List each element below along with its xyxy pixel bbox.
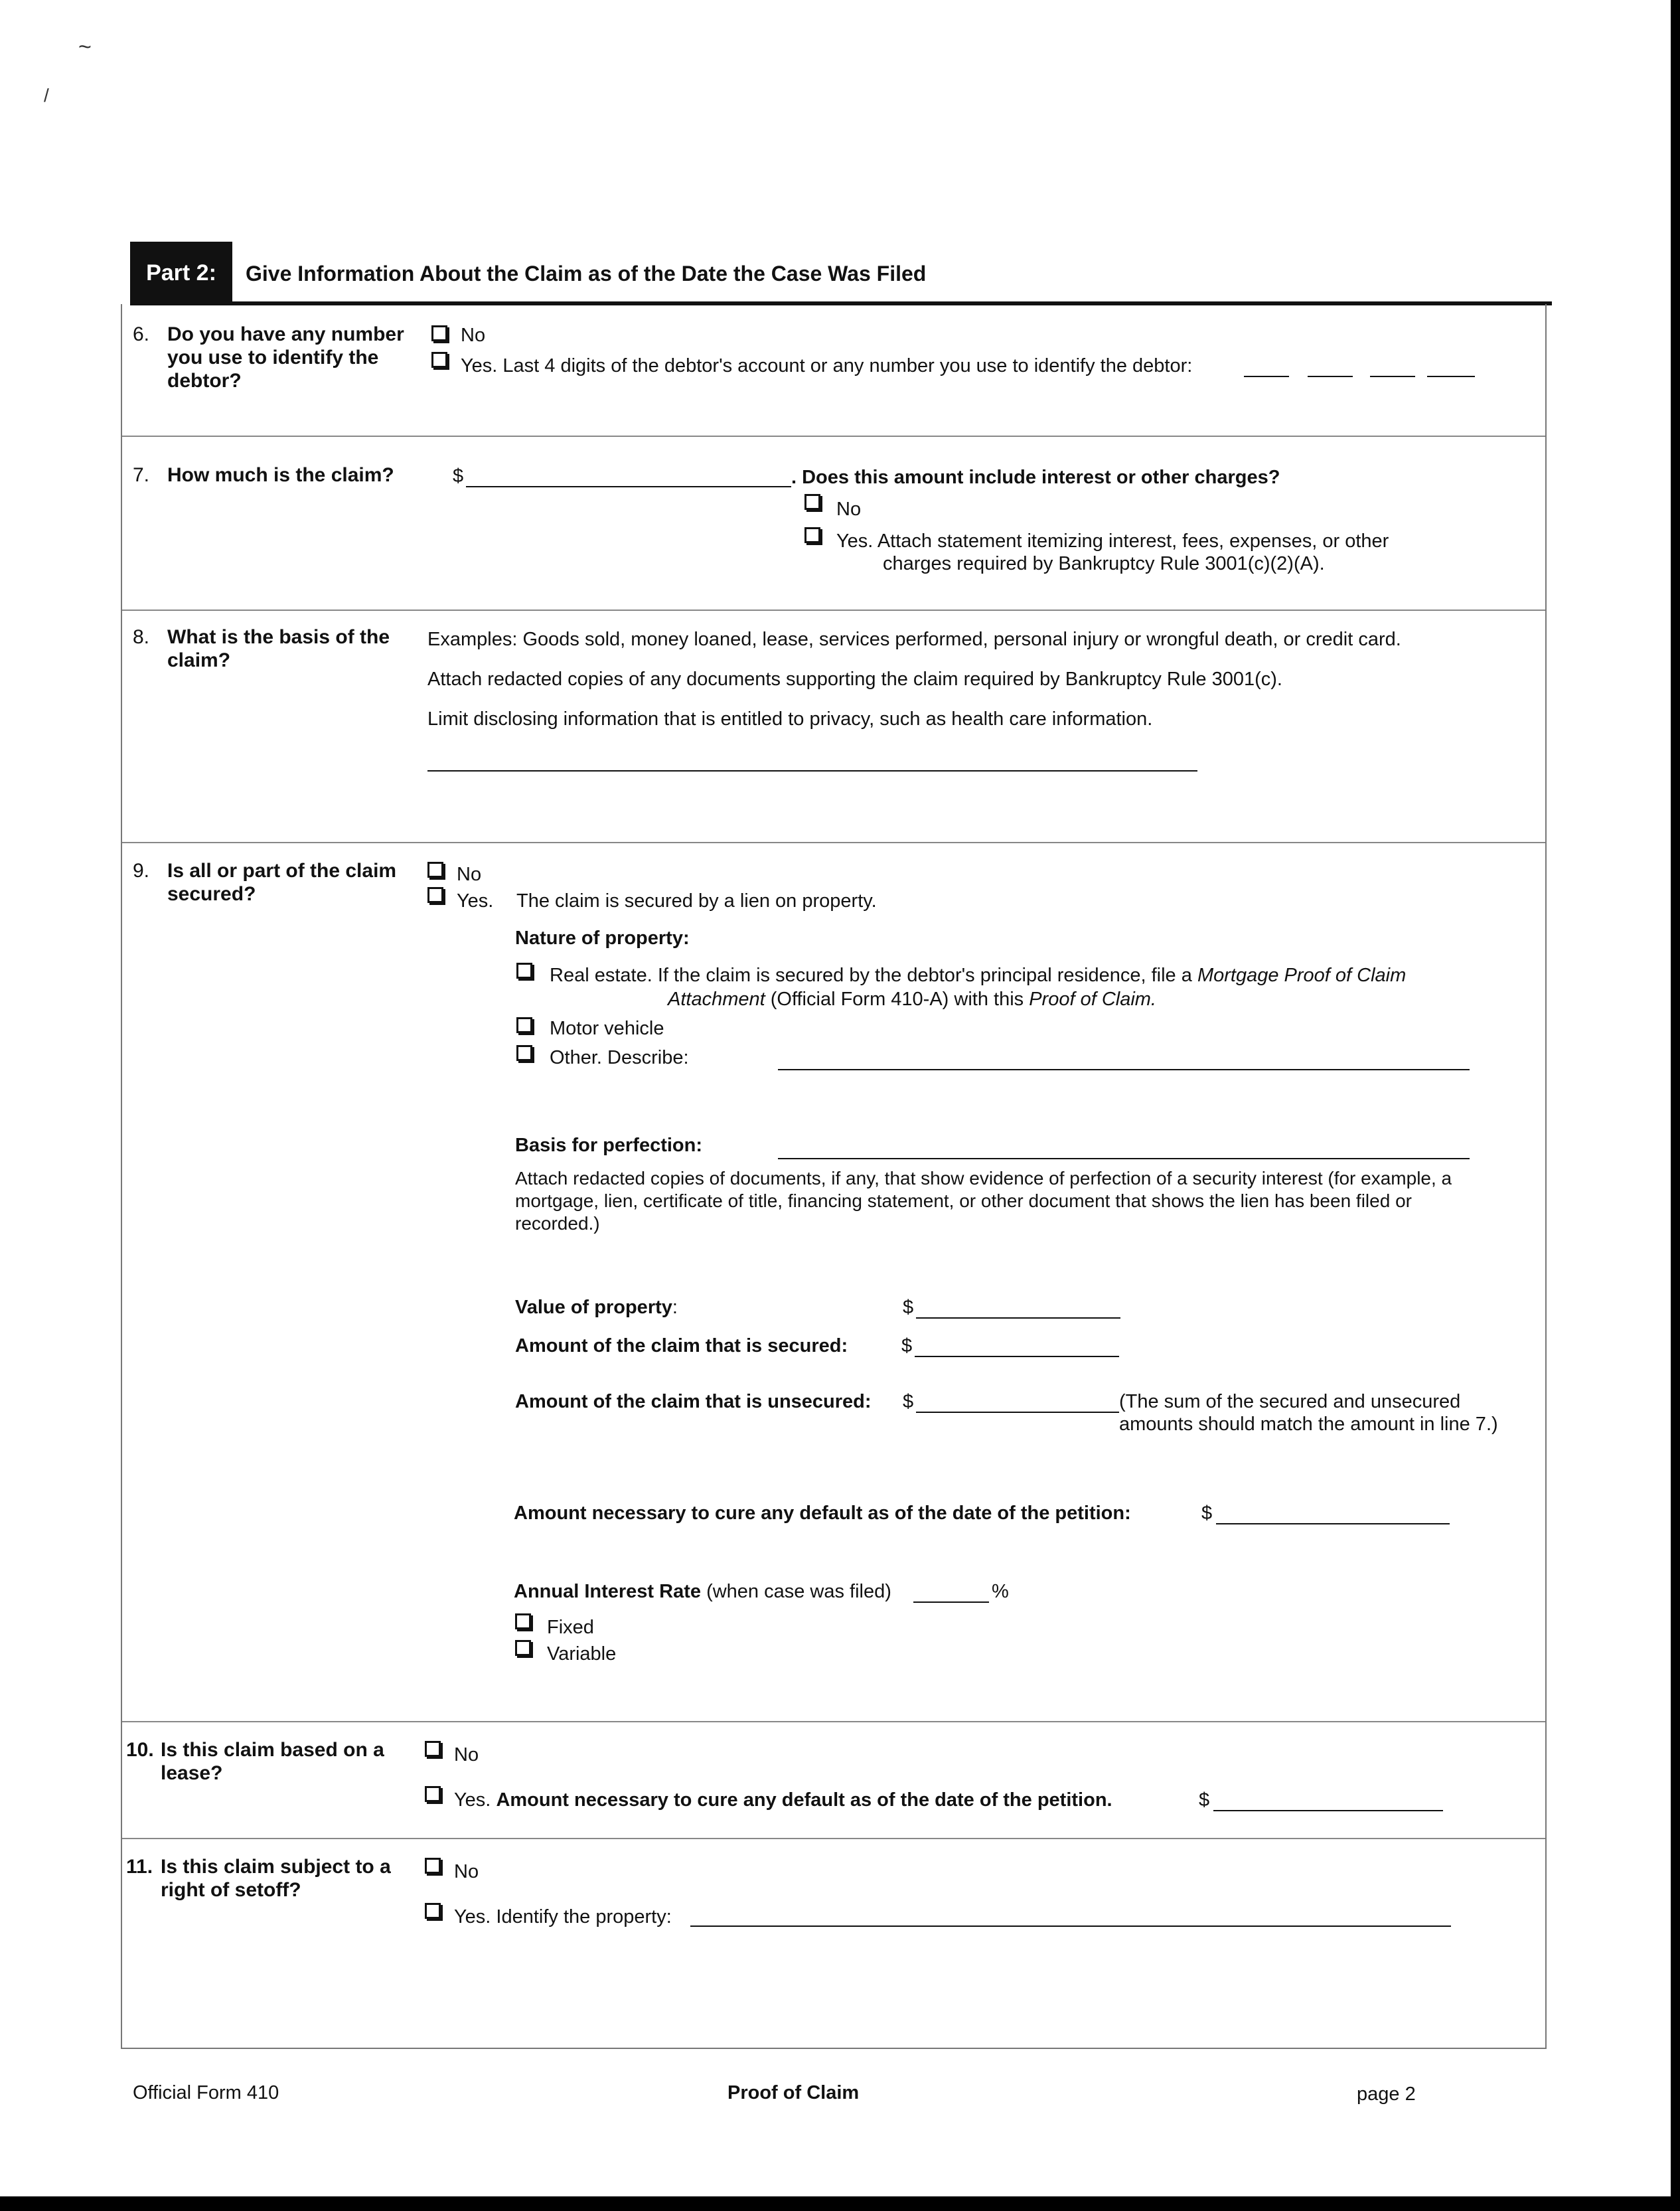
proof-of-claim-ref: Proof of Claim. (1029, 989, 1156, 1010)
nature-of-property-label: Nature of property: (515, 928, 690, 949)
q6-yes-label: Yes. Last 4 digits of the debtor's account or any number you use to identify the debtor: (461, 355, 1193, 376)
question-7-section (122, 437, 1545, 611)
real-estate-label-cont (668, 988, 1156, 1011)
part-label: Part 2: (130, 242, 232, 304)
q6-digit-field-4[interactable] (1427, 376, 1475, 377)
q10-yes-word: Yes. (454, 1789, 491, 1811)
part-2-header (130, 242, 1552, 304)
q11-no-label: No (454, 1861, 479, 1882)
unsecured-dollar-sign: $ (903, 1391, 914, 1412)
question-number: 7. (133, 464, 150, 486)
q7-no-label: No (836, 499, 862, 520)
scan-artifact-mark: / (44, 85, 49, 106)
q6-digit-field-1[interactable] (1244, 376, 1289, 377)
value-label-text: Value of property (515, 1297, 672, 1318)
q7-dollar-sign: $ (453, 465, 464, 487)
motor-vehicle-checkbox[interactable] (516, 1017, 532, 1033)
q6-digit-field-2[interactable] (1308, 376, 1353, 377)
footer-title: Proof of Claim (727, 2082, 860, 2103)
question-11-section (122, 1839, 1545, 2049)
motor-vehicle-label: Motor vehicle (550, 1018, 664, 1039)
q7-interest-question: . Does this amount include interest or other charges? (791, 467, 1280, 488)
q8-examples: Examples: Goods sold, money loaned, lease, services performed, personal injury or wrongful death, or credit card. (427, 629, 1401, 650)
value-label-colon: : (672, 1297, 678, 1318)
other-property-checkbox[interactable] (516, 1045, 532, 1061)
fixed-rate-checkbox[interactable] (515, 1613, 531, 1629)
question-text: How much is the claim? (167, 464, 394, 486)
question-number: 11. (126, 1856, 153, 1878)
scan-border-right (1671, 0, 1680, 2211)
q9-yes-text: The claim is secured by a lien on property. (516, 890, 877, 912)
footer-page-number: page 2 (1357, 2084, 1416, 2105)
unsecured-amount-field[interactable] (916, 1412, 1119, 1413)
real-estate-text: Real estate. If the claim is secured by the debtor's principal residence, file a (550, 965, 1192, 986)
cure-dollar-sign: $ (1201, 1503, 1213, 1524)
q7-yes-label-cont: charges required by Bankruptcy Rule 3001(c)(2)(A). (883, 553, 1325, 574)
q6-yes-checkbox[interactable] (431, 352, 447, 368)
sum-note-cont: amounts should match the amount in line 7.) (1119, 1414, 1498, 1435)
q10-yes-label (454, 1789, 1112, 1812)
cure-default-amount-field[interactable] (1216, 1523, 1450, 1524)
scan-border-bottom (0, 2196, 1680, 2211)
secured-amount-field[interactable] (915, 1356, 1119, 1357)
variable-rate-checkbox[interactable] (515, 1640, 531, 1656)
sum-note: (The sum of the secured and unsecured (1119, 1391, 1461, 1412)
real-estate-form-name: Mortgage Proof of Claim (1197, 965, 1407, 986)
q7-no-checkbox[interactable] (804, 494, 820, 510)
q10-dollar-sign: $ (1199, 1789, 1210, 1811)
q11-property-field[interactable] (690, 1925, 1451, 1927)
q6-digit-field-3[interactable] (1370, 376, 1415, 377)
q9-no-label: No (457, 864, 482, 885)
q6-no-checkbox[interactable] (431, 325, 447, 341)
question-text: What is the basis of the claim? (167, 626, 390, 671)
footer-form-number: Official Form 410 (133, 2082, 279, 2103)
claim-form (121, 304, 1547, 2049)
value-dollar-sign: $ (903, 1297, 914, 1318)
q7-yes-label: Yes. Attach statement itemizing interest, fees, expenses, or other (836, 531, 1389, 552)
question-10-section (122, 1722, 1545, 1839)
q8-basis-field[interactable] (427, 770, 1197, 772)
question-number: 10. (126, 1739, 154, 1761)
basis-for-perfection-field[interactable] (778, 1158, 1470, 1159)
q7-amount-field[interactable] (466, 486, 791, 487)
value-of-property-field[interactable] (916, 1317, 1120, 1319)
secured-dollar-sign: $ (901, 1335, 913, 1356)
variable-rate-label: Variable (547, 1643, 617, 1665)
other-property-label: Other. Describe: (550, 1047, 689, 1068)
q10-no-label: No (454, 1744, 479, 1765)
q10-yes-checkbox[interactable] (425, 1786, 441, 1802)
other-describe-field[interactable] (778, 1069, 1470, 1070)
real-estate-label (550, 964, 1406, 987)
q10-yes-description: Amount necessary to cure any default as of the date of the petition. (496, 1789, 1112, 1811)
question-6-section (122, 304, 1545, 437)
q6-no-label: No (461, 325, 486, 346)
part-title: Give Information About the Claim as of the Date the Case Was Filed (246, 262, 927, 286)
interest-rate-field[interactable] (913, 1601, 989, 1603)
fixed-rate-label: Fixed (547, 1617, 594, 1638)
value-of-property-label (515, 1296, 678, 1319)
q9-yes-label: Yes. (457, 890, 494, 912)
basis-for-perfection-label: Basis for perfection: (515, 1135, 702, 1156)
q10-no-checkbox[interactable] (425, 1741, 441, 1757)
interest-rate-note: (when case was filed) (706, 1581, 891, 1602)
percent-sign: % (992, 1581, 1009, 1602)
question-9-section (122, 843, 1545, 1722)
interest-rate-label (514, 1580, 891, 1603)
question-8-section (122, 611, 1545, 843)
interest-rate-text: Annual Interest Rate (514, 1581, 701, 1602)
q9-yes-checkbox[interactable] (427, 887, 443, 903)
cure-default-label: Amount necessary to cure any default as of the date of the petition: (514, 1503, 1131, 1524)
question-number: 8. (133, 626, 150, 648)
q11-no-checkbox[interactable] (425, 1858, 441, 1874)
secured-amount-label: Amount of the claim that is secured: (515, 1335, 848, 1356)
q9-no-checkbox[interactable] (427, 862, 443, 878)
q11-yes-checkbox[interactable] (425, 1903, 441, 1919)
attachment-word: Attachment (668, 989, 765, 1010)
question-number: 9. (133, 860, 150, 882)
question-text: Is this claim subject to a right of setoff? (161, 1856, 391, 1901)
scan-artifact-mark: ~ (78, 35, 92, 60)
q11-yes-label: Yes. Identify the property: (454, 1906, 672, 1927)
q7-yes-checkbox[interactable] (804, 527, 820, 543)
unsecured-amount-label: Amount of the claim that is unsecured: (515, 1391, 872, 1412)
official-form-text: (Official Form 410-A) with this (770, 989, 1024, 1010)
question-text: Is all or part of the claim secured? (167, 860, 397, 905)
q8-attach-note: Attach redacted copies of any documents supporting the claim required by Bankruptcy Rule 3001(c). (427, 669, 1282, 690)
q8-privacy-note: Limit disclosing information that is entitled to privacy, such as health care information. (427, 708, 1153, 730)
question-number: 6. (133, 323, 150, 345)
perfection-instructions: Attach redacted copies of documents, if any, that show evidence of perfection of a security interest (for example, a mortgage, lien, certificate of title, financing statement, or other document that shows the lien has been filed or recorded.) (515, 1168, 1452, 1234)
question-text: Do you have any number you use to identify the debtor? (167, 323, 404, 392)
real-estate-checkbox[interactable] (516, 963, 532, 979)
question-text: Is this claim based on a lease? (161, 1739, 384, 1784)
q10-amount-field[interactable] (1213, 1810, 1443, 1811)
